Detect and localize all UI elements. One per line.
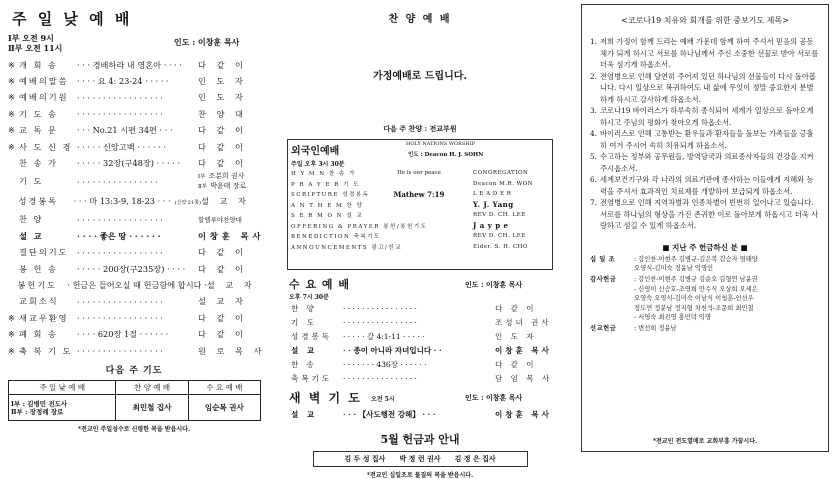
order-person: 다 같 이 [198,247,247,258]
usher: 김 정 은 집사 [454,454,496,463]
order-name: 폐 회 송 [19,329,58,340]
offering-row [590,255,820,274]
english-order-content: Mathew 7:19 [393,189,445,199]
order-person: 설 교 자 [198,296,247,307]
offering-names [634,255,758,274]
tithe-note: *전교인 십일조로 물질의 복을 받읍시다. [366,472,474,479]
order-row [8,245,260,261]
order-content: · · · · · · · · · · · · · · · · [343,373,417,383]
order-name: 찬 양 [291,303,317,313]
intercession-number: 6. [590,175,597,184]
order-person: 이창훈 목사 [495,409,552,419]
next-sunday-leaders [9,395,116,421]
wednesday-order-row [287,301,553,315]
order-person: 다 같 이 [198,158,247,169]
english-worship-time: 주일 오후 3시 30분 [291,161,345,168]
order-name: 성경봉독 [18,196,59,207]
may-offering-title: 5월 헌금과 안내 [380,433,460,446]
wednesday-order-row [287,371,553,385]
sunday-leader: 인도 : 이창훈 목사 [174,37,240,47]
offering-names [634,275,758,322]
english-order-row [291,221,549,232]
order-mark: ※ [8,330,15,340]
prayer-part2-label: Ⅱ부 [198,183,208,190]
wednesday-time: 오후 7시 30분 [289,294,329,301]
order-row [8,90,260,106]
english-worship-box [287,139,553,270]
dawn-sermon-row [287,407,553,421]
order-row [8,228,265,244]
english-worship-leader: 인도 : Deacon H. J. SOHN [408,152,484,158]
order-name: 성경봉독 [291,331,332,341]
order-person: 찬 양 대 [198,108,247,119]
order-row [8,155,260,171]
english-order-person: Elder. S. H. CHO [473,243,528,250]
order-person: 설 교 자 [206,279,256,290]
intercession-title: <코로나19 치유와 회개를 위한 중보기도 제목> [621,16,789,25]
order-person: 다 같 이 [495,303,537,313]
order-person: 다 같 이 [198,125,247,136]
order-content: · · · · 요 4: 23-24 · · · · · [77,76,169,87]
english-order-person: CONGREGATION [473,170,529,177]
wednesday-order-row [287,329,553,343]
order-row [8,277,260,293]
english-order-row [291,231,549,242]
order-person: 다 같 이 [198,312,247,323]
scripture-ref: · · · 마 13:3-9, 18-23 · · · [73,196,171,207]
order-content: · · · · · · · · · · · · · · · · · [77,92,163,103]
next-praise-leader: 최민철 집사 [116,395,188,421]
order-content: · · · · · 32장(구48장) · · · · · [77,158,181,169]
order-name: 찬 송 [291,359,317,369]
dawn-prayer-header [287,389,553,407]
intercession-number: 3. [590,106,597,115]
sunday-order-list [8,57,266,359]
order-person: 다 같 이 [198,263,247,274]
intercession-item [590,151,820,174]
next-sunday-leader-1: Ⅰ부 : 김병민 전도사 [11,399,68,408]
ushers-box [313,451,528,467]
order-name: 설 교 [19,230,44,241]
order-content [74,196,201,207]
intercession-number: 4. [590,129,597,138]
next-week-prayer-title: 다음 주 기도 [105,366,163,377]
order-content: · · · · · 신앙고백 · · · · · · [77,141,166,152]
order-name: 축 복 기 도 [19,345,73,356]
intercession-item [590,128,820,151]
order-name: 봉 헌 송 [19,263,58,274]
offering-name-line: 오영숙 오영식-김미숙 이남식 이청훈-인선우 [634,295,754,303]
order-mark: ※ [8,346,15,356]
order-person [198,172,260,192]
order-content: · · · 【사도행전 강해】 · · · [343,409,436,419]
english-order-person: J a y p e [473,221,509,231]
sunday-note: *전교인 주일성수로 신령한 복을 받읍시다. [77,426,191,434]
english-order-row [291,168,549,179]
offering-name-line: 정도연 정분남 정지형 차천석-조문희 최민철 [634,304,754,312]
service-time-1: Ⅰ부 오전 9시 [8,33,54,43]
offering-list-title: ■ 지난 주 헌금하신 분 ■ [662,242,748,252]
order-person: 조성녀 권사 [495,317,552,327]
english-order-name: BENEDICTION 축복기도 [291,234,381,241]
prayer-part1-label: Ⅰ부 [198,173,206,180]
order-name: 새교우환영 [19,312,69,323]
service-time-2: Ⅱ부 오전 11시 [8,43,63,53]
usher: 김 두 성 집사 [344,454,386,463]
order-row [8,123,260,139]
offering-name-line: 오영식-김미숙 정윤남 익명인 [634,264,714,272]
order-person: 원 로 목 사 [198,345,266,356]
order-row [8,106,260,122]
english-order-row [291,200,549,211]
praise-worship-title: 찬 양 예 배 [388,14,452,25]
order-content: · · · · · · · · · · · · · · · · [77,176,158,187]
order-row [8,343,266,359]
next-week-prayer-table [8,380,261,421]
next-sunday-leader-2: Ⅱ부 : 장정례 장로 [11,407,64,416]
order-content: · · · No.21 시편 34편 · · · [77,125,173,136]
english-order-name: ANNOUNCEMENTS 광고/친교 [291,244,403,251]
intercession-item [590,105,820,128]
intercession-number: 1. [590,37,597,46]
english-order-person: L E A D E R [473,191,512,198]
order-row [8,326,260,342]
order-person: 담 임 목 사 [495,373,553,383]
wednesday-order-row [287,357,553,371]
offering-label: 감사헌금 [590,276,617,284]
intercession-item [590,71,820,106]
intercession-text: 전염병으로 인해 지역차별과 인종차별이 빈번히 일어나고 있습니다. 서로를 하나님의 형상을 가진 존귀한 이로 돌아보게 하옵시고 더욱 사랑하고 섬길 수 있게 하옵소서. [600,198,819,230]
order-mark: ※ [8,313,15,323]
wednesday-order-row [287,343,553,357]
order-row [8,57,260,73]
order-mark: ※ [8,60,15,70]
english-order-row [291,210,549,221]
order-row [8,310,260,326]
offering-name-line: : 강인찬-이현주 김병규-김은복 김승자 염태양 [634,255,758,263]
english-order-name: SCRIPTURE 성경봉독 [291,192,370,199]
order-name: 예배의말씀 [19,76,69,87]
next-header-praise: 찬 양 예 배 [116,381,188,395]
usher: 박 정 런 권사 [399,454,441,463]
offering-name-line: : 변선희 정윤남 [634,325,677,333]
order-row-scripture [8,192,260,212]
order-name: 축복기도 [291,373,332,383]
sunday-worship-column [0,0,268,459]
intercession-item [590,174,820,197]
order-person: 다 같 이 [198,141,247,152]
order-name: 사 도 신 경 [19,141,73,152]
wednesday-worship-title: 수 요 예 배 [289,278,350,291]
prayer-part1-name: 조분희 권사 [208,171,245,180]
next-header-sunday: 주 일 낮 예 배 [9,381,116,395]
order-content: · · · · 620장 1절 · · · · · · [77,329,169,340]
offering-name-line: - 서영숙 최진영 홍민덕 익명 [634,313,712,321]
order-content: · · · · · · · · · · · · · · · · · [77,247,163,258]
offering-row [590,324,820,333]
order-name: 예배의기원 [19,92,69,103]
intercession-box [581,4,829,452]
offering-names [634,324,677,333]
english-order-name: OFFERING & PRAYER 봉헌/봉헌기도 [291,223,428,230]
order-row [8,294,260,310]
wednesday-leader: 인도 : 이창훈 목사 [465,280,523,289]
dawn-prayer-title: 새 벽 기 도 [289,391,362,405]
praise-worship-column [283,0,557,479]
order-person: 인 도 자 [495,331,537,341]
order-name: 개 회 송 [19,59,58,70]
order-row-prayer [8,172,260,192]
offering-row [590,275,820,322]
order-name: 교회소식 [19,296,59,307]
order-name: 설 교 [291,345,318,355]
english-order-row [291,179,549,190]
intercession-number: 2. [590,71,597,81]
english-order-person: REV D. CH. LEE [473,233,526,240]
order-name: 기 도 송 [19,108,58,119]
english-order-content: He is our peace [397,170,441,177]
order-content: · · · · · 갈 4:1-11 · · · · · [343,331,425,341]
english-order-person: Y. J. Yang [473,200,514,210]
order-content: · · · · · · · · · · · · · · · · · [77,346,163,357]
next-praise-team: 다음 주 찬양 : 전교부원 [383,124,457,133]
order-mark: ※ [8,109,15,119]
wednesday-worship-header [287,276,553,292]
order-mark: ※ [8,126,15,136]
order-person: 다 같 이 [198,59,247,70]
prayer-part2-name: 박윤태 장로 [210,181,247,190]
intercession-item [590,36,820,71]
order-person: 설 교 자 [200,196,250,207]
service-times [8,33,260,53]
english-order-person: REV D. CH. LEE [473,212,526,219]
intercession-text: 코로나19 바이러스가 하루속히 종식되어 세계가 일상으로 돌아오게 하시고 주님의 평화가 찾아오게 하옵소서. [600,106,814,127]
order-content: · · · · · · · 436장 · · · · · · [343,359,427,369]
dawn-prayer-time: 오전 5시 [371,396,395,403]
english-order-name: H Y M N 찬 송 가 [291,171,356,178]
order-name: 교 독 문 [19,125,58,136]
scripture-page: (신약 21쪽) [174,200,201,207]
order-row [8,261,260,277]
order-person: 이창훈 목사 [495,345,552,355]
order-content: · · · · · · · · · · · · · · · · · [77,313,163,324]
intercession-item [590,197,820,232]
order-name: 찬 송 가 [19,158,58,169]
intercession-text: 바이러스로 인해 고통받는 환우들과 환자들을 돌보는 가족들을 긍휼히 여겨 주시어 속히 치유되게 하옵소서. [600,129,814,150]
english-worship-title: 외국인예배 [291,146,340,157]
offering-name-line: - 신영미 신승호-조영희 안수식 오상희 오세은 [634,285,758,293]
order-mark: ※ [8,142,15,152]
family-worship-notice: 가정예배로 드립니다. [373,71,467,82]
english-order-name: A N T H E M 찬 양 [291,202,364,209]
order-row [8,212,260,228]
order-name: 기 도 [291,317,317,327]
order-name: 기 도 [19,176,44,187]
order-person: 할렐루야찬양대 [198,216,242,225]
order-person: 다 같 이 [198,329,247,340]
order-content: · · · · 좋은 땅 · · · · · · [77,230,161,241]
order-content: · · · · · · · · · · · · · · · · · [77,214,163,225]
order-content: · 헌금은 들어오실 때 헌금함에 합시다 · [67,279,207,290]
intercession-list [590,36,820,232]
english-order-name: P R A Y E R 기 도 [291,181,360,188]
evangelism-note: *전교인 전도열매로 교회부흥 가꿉시다. [652,438,758,445]
order-person: 인 도 자 [198,76,247,87]
next-header-wednesday: 수 요 예 배 [188,381,260,395]
english-order-name: S E R M O N 설 교 [291,213,364,220]
order-content: · · · · · · · · · · · · · · · · [343,317,417,327]
offering-name-line: : 강인찬-이현주 김병규 김순오 김형연 남윤권 [634,276,758,284]
english-worship-subtitle: HOLY NATIONS WORSHIP [406,141,475,147]
order-content: · · · 경배하라 내 영혼아 · · · · [77,59,182,70]
wednesday-order-row [287,315,553,329]
next-wednesday-leader: 임순복 권사 [188,395,260,421]
order-person: 다 같 이 [495,359,537,369]
english-order-row [291,242,549,253]
offering-label: 선교헌금 [590,325,617,333]
intercession-text: 전염병으로 인해 당연히 주어져 있던 하나님의 선물들이 다시 돌아봅니다. 다시 일상으로 복귀하여도 내 삶에 무엇이 정말 중요한지 분별하게 하시고 감사하게 하옵소서. [600,71,816,104]
offering-label: 십 일 조 [590,255,616,263]
order-name: 찬 양 [19,214,44,225]
order-name: 설 교 [291,409,318,419]
order-content: · · · · · · · · · · · · · · · · [343,303,417,313]
english-order-person: Deacon M.R. WON [473,180,534,187]
order-name: 결단의기도 [19,247,69,258]
order-row [8,139,260,155]
intercession-number: 5. [590,152,597,161]
intercession-text: 저희 가정이 함께 드리는 예배 가운데 함께 하여 주셔서 믿음의 공동체가 되게 하시고 서로를 하나님께서 주신 소중한 선물로 받아 서로를 더욱 섬기게 하옵소서. [600,37,819,69]
order-mark: ※ [8,93,15,103]
intercession-number: 7. [590,198,597,207]
intercession-column [575,0,835,459]
order-content: · · · · · · · · · · · · · · · · · [77,296,163,307]
order-row [8,73,260,89]
order-content: · · · · · 200장(구235장) · · · · [77,263,186,274]
intercession-text: 세계보건기구와 각 나라의 의료기관에 종사하는 이들에게 지혜와 능력을 주셔서 효과적인 치료제를 개발하여 보급되게 하옵소서. [600,175,814,196]
intercession-text: 수고하는 정부와 공무원들, 방역당국과 의료종사자들의 건강을 지켜 주시옵소서. [600,152,814,173]
dawn-prayer-leader: 인도 : 이창훈 목사 [465,393,523,402]
order-person: 인 도 자 [198,92,247,103]
english-order-row [291,189,549,200]
order-name: 봉헌기도 [17,279,58,290]
sunday-worship-title: 주 일 낮 예 배 [12,10,133,28]
order-person: 이창훈 목사 [198,230,265,241]
order-mark: ※ [8,77,15,87]
order-content: · · 종이 아니라 자녀입니다 · · [343,345,442,355]
order-content: · · · · · · · · · · · · · · · · · [77,109,163,120]
